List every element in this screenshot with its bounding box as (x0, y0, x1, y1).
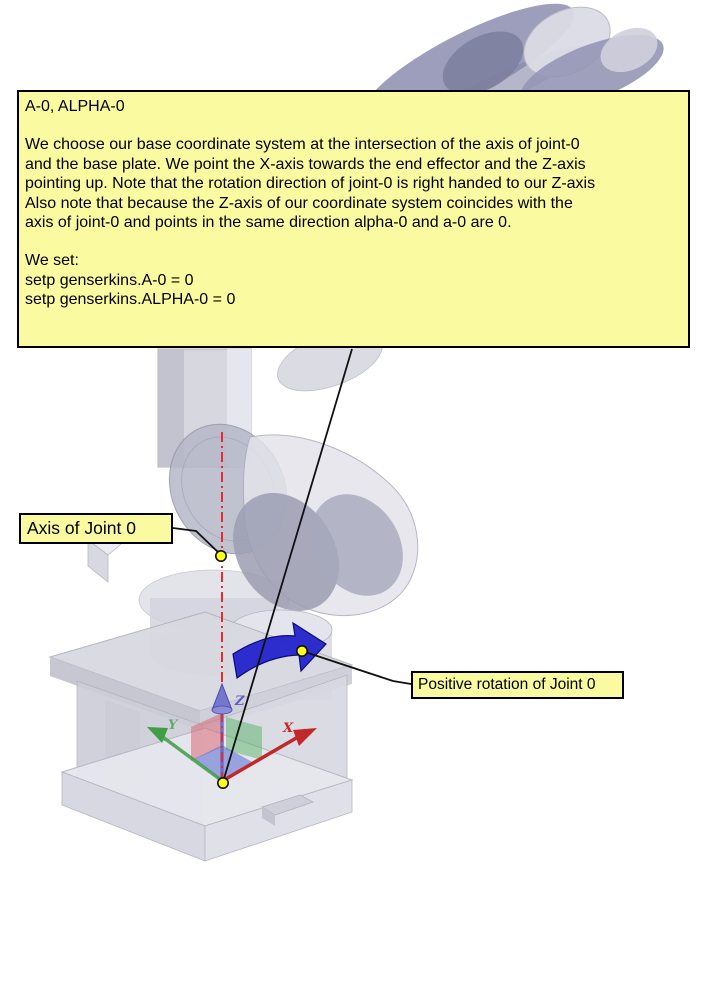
info-box-set-line: setp genserkins.A-0 = 0 (25, 271, 194, 289)
positive-rotation-label-text: Positive rotation of Joint 0 (418, 676, 596, 693)
positive-rotation-label (411, 671, 624, 699)
info-box-set-intro: We set: (25, 252, 79, 270)
info-box-body-line: and the base plate. We point the X-axis towards the end effector and the Z-axis (25, 155, 586, 173)
info-box-spacer (25, 232, 682, 251)
info-box-body-line: axis of joint-0 and points in the same direction alpha-0 and a-0 are 0. (25, 214, 512, 232)
info-box (17, 90, 690, 348)
info-box-body-line: Also note that because the Z-axis of our coordinate system coincides with the (25, 194, 573, 212)
info-box-body-line: We choose our base coordinate system at the intersection of the axis of joint-0 (25, 136, 580, 154)
z-axis-label: Z (235, 694, 245, 709)
info-box-spacer (25, 116, 682, 135)
marker-dot-axis (216, 551, 226, 561)
axis-of-joint-label-text: Axis of Joint 0 (27, 518, 136, 538)
z-axis-arrowbase (212, 706, 232, 714)
y-axis-label: Y (168, 718, 178, 733)
info-box-title: A-0, ALPHA-0 (25, 98, 125, 115)
marker-dot-origin (218, 778, 228, 788)
marker-dot-rotation (297, 646, 307, 656)
axis-of-joint-label (19, 513, 173, 544)
info-box-body-line: pointing up. Note that the rotation direction of joint-0 is right handed to our Z-axis (25, 175, 596, 193)
info-box-set-line: setp genserkins.ALPHA-0 = 0 (25, 291, 236, 309)
x-axis-label: X (283, 721, 294, 736)
